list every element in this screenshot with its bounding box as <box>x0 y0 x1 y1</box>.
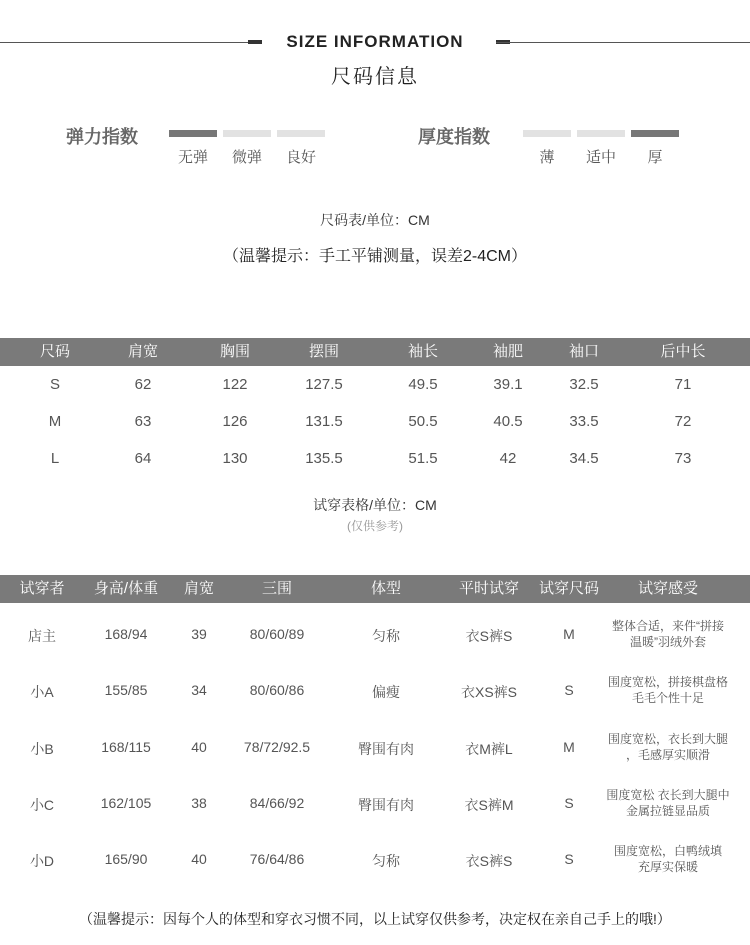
size-table-header-cell: 袖肥 <box>492 343 523 360</box>
thickness-label: 厚度指数 <box>418 127 490 147</box>
title-cn: 尺码信息 <box>331 66 419 88</box>
try-table-header-cell: 肩宽 <box>183 580 214 597</box>
try-table-header-cell: 身高/体重 <box>93 580 159 597</box>
thickness-level-label: 厚 <box>647 149 663 166</box>
try-table-cell: 小C <box>29 797 55 813</box>
try-table-cell: 38 <box>191 795 207 811</box>
size-table-cell: 135.5 <box>305 450 343 467</box>
try-table-cell: 84/66/92 <box>249 795 305 811</box>
try-table-header-cell: 试穿尺码 <box>538 580 599 597</box>
try-sub-note: (仅供参考) <box>347 519 403 533</box>
try-table-cell: S <box>564 851 574 867</box>
try-table-header-cell: 体型 <box>370 580 401 597</box>
size-table-cell: 32.5 <box>569 376 599 393</box>
try-feel-line: 金属拉链显品质 <box>625 804 710 818</box>
try-table-cell: 168/115 <box>101 739 151 755</box>
header-line-right <box>496 42 750 43</box>
try-feel-line: 围度宽松，拼接棋盘格 <box>607 675 728 689</box>
try-table-header-cell: 三围 <box>261 580 292 597</box>
size-table-cell: 126 <box>222 413 248 430</box>
size-table-cell: 122 <box>222 376 248 393</box>
size-table-header <box>0 338 750 366</box>
try-table-cell: 155/85 <box>104 682 148 698</box>
size-table-cell: 73 <box>674 450 692 467</box>
size-table-header-cell: 胸围 <box>219 343 250 360</box>
thickness-level-label: 适中 <box>585 149 616 166</box>
elasticity-segment <box>169 130 217 137</box>
try-table-cell: 39 <box>191 626 207 642</box>
thickness-segment <box>523 130 571 137</box>
size-unit-note: 尺码表/单位：CM <box>320 212 430 228</box>
try-table-cell: 衣S裤M <box>464 797 514 813</box>
size-table-cell: 39.1 <box>493 376 523 393</box>
try-table-cell: 臀围有肉 <box>358 741 414 757</box>
try-feel-line: 围度宽松，白鸭绒填 <box>613 844 722 858</box>
size-table-cell: 33.5 <box>569 413 599 430</box>
try-table-cell: 80/60/89 <box>249 626 305 642</box>
size-table-cell: M <box>48 413 62 430</box>
try-table-cell: 衣M裤L <box>465 741 513 757</box>
try-table-cell: 168/94 <box>104 626 148 642</box>
size-table-cell: 131.5 <box>305 413 343 430</box>
try-table-cell: M <box>563 739 575 755</box>
try-table-cell: 小D <box>29 853 55 869</box>
try-table-cell: 76/64/86 <box>249 851 305 867</box>
elasticity-segment <box>277 130 325 137</box>
size-table-cell: 49.5 <box>408 376 438 393</box>
try-table-cell: 小A <box>30 684 54 700</box>
elasticity-segment <box>223 130 271 137</box>
elasticity-level-label: 微弹 <box>231 149 262 166</box>
size-table-cell: 127.5 <box>305 376 343 393</box>
size-table-header-cell: 后中长 <box>660 343 706 360</box>
title-en: SIZE INFORMATION <box>286 32 464 51</box>
try-table-header-cell: 平时试穿 <box>458 580 519 597</box>
thickness-segment <box>577 130 625 137</box>
try-feel-line: 围度宽松 衣长到大腿中 <box>606 788 730 802</box>
try-feel-line: 毛毛个性十足 <box>631 691 704 705</box>
try-table-cell: 店主 <box>28 628 56 644</box>
size-table-header-cell: 肩宽 <box>127 343 158 360</box>
size-table-cell: 50.5 <box>408 413 438 430</box>
size-tip: （温馨提示：手工平铺测量，误差2-4CM） <box>222 248 527 265</box>
try-table-cell: 衣S裤S <box>465 853 513 869</box>
try-table-cell: 40 <box>191 851 207 867</box>
try-feel-line: 围度宽松，衣长到大腿 <box>607 732 728 746</box>
try-table-cell: 偏瘦 <box>372 684 400 700</box>
try-feel-line: ，毛感厚实顺滑 <box>625 748 710 762</box>
try-feel-line: 充厚实保暖 <box>637 860 698 874</box>
size-table-cell: 71 <box>674 376 692 393</box>
try-table-cell: 衣S裤S <box>465 628 513 644</box>
elasticity-level-label: 无弹 <box>177 149 208 166</box>
size-table-cell: 34.5 <box>569 450 599 467</box>
try-table-cell: 40 <box>191 739 207 755</box>
try-table-cell: 165/90 <box>104 851 148 867</box>
elasticity-label: 弹力指数 <box>66 127 138 147</box>
try-table-cell: 162/105 <box>100 795 152 811</box>
elasticity-level-label: 良好 <box>285 149 316 166</box>
try-table-cell: M <box>563 626 575 642</box>
try-table-cell: 34 <box>191 682 207 698</box>
size-table-cell: 42 <box>499 450 517 467</box>
footer-tip: （温馨提示：因每个人的体型和穿衣习惯不同，以上试穿仅供参考，决定权在亲自己手上的哦!） <box>79 911 671 927</box>
size-table-cell: S <box>49 376 60 393</box>
size-table-cell: L <box>50 450 60 467</box>
try-table-cell: 匀称 <box>372 853 400 869</box>
size-table-header-cell: 尺码 <box>39 343 70 360</box>
size-table-cell: 62 <box>134 376 152 393</box>
try-unit-note: 试穿表格/单位：CM <box>313 497 437 513</box>
size-table-header-cell: 袖口 <box>568 343 599 360</box>
size-table-header-cell: 摆围 <box>308 343 339 360</box>
try-table-cell: 臀围有肉 <box>358 797 414 813</box>
try-table-cell: S <box>564 795 574 811</box>
try-table-cell: 小B <box>30 741 54 757</box>
try-feel-line: 整体合适，来件“拼接 <box>612 619 724 633</box>
size-table-cell: 130 <box>222 450 248 467</box>
size-table-header-cell: 袖长 <box>407 343 438 360</box>
try-table-header-cell: 试穿者 <box>19 580 65 597</box>
thickness-segment <box>631 130 679 137</box>
try-table-cell: 匀称 <box>372 628 400 644</box>
try-table-cell: 78/72/92.5 <box>243 739 311 755</box>
try-table-cell: 衣XS裤S <box>460 684 517 700</box>
try-table-header-cell: 试穿感受 <box>637 580 698 597</box>
thickness-level-label: 薄 <box>539 149 555 166</box>
size-table-cell: 63 <box>134 413 152 430</box>
try-table-cell: S <box>564 682 574 698</box>
size-table-cell: 64 <box>134 450 152 467</box>
try-table-cell: 80/60/86 <box>249 682 305 698</box>
try-table-header <box>0 575 750 603</box>
size-table-cell: 72 <box>674 413 692 430</box>
try-feel-line: 温暖”羽绒外套 <box>630 635 706 649</box>
size-table-cell: 40.5 <box>493 413 523 430</box>
size-table-cell: 51.5 <box>408 450 438 467</box>
